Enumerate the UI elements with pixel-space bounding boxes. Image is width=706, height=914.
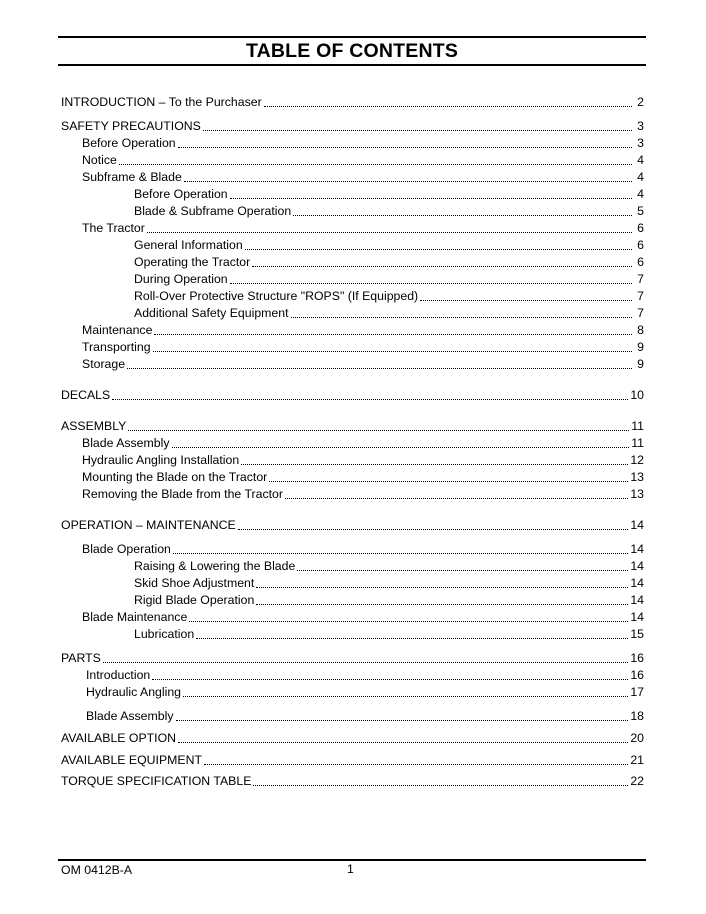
toc-leader: [238, 529, 629, 530]
toc-label: TORQUE SPECIFICATION TABLE: [61, 774, 252, 788]
toc-leader: [153, 351, 632, 352]
toc-label: During Operation: [134, 272, 228, 286]
toc-label: INTRODUCTION – To the Purchaser: [61, 95, 262, 109]
toc-leader: [252, 266, 632, 267]
toc-label: DECALS: [61, 388, 111, 402]
toc-label: Maintenance: [82, 323, 153, 337]
toc-label: Mounting the Blade on the Tractor: [82, 470, 268, 484]
toc-page: 9: [637, 357, 644, 371]
toc-page: 13: [630, 487, 644, 501]
toc-page: 22: [630, 774, 644, 788]
toc-leader: [147, 232, 632, 233]
toc-label: AVAILABLE OPTION: [61, 731, 177, 745]
toc-leader: [154, 334, 632, 335]
toc-leader: [204, 764, 628, 765]
toc-leader: [178, 742, 628, 743]
toc-label: Before Operation: [134, 187, 228, 201]
toc-page: 17: [630, 685, 644, 699]
toc-leader: [245, 249, 632, 250]
toc-label: Additional Safety Equipment: [134, 306, 289, 320]
toc-entry[interactable]: [0, 540, 644, 557]
toc-label: Hydraulic Angling: [86, 685, 182, 699]
toc-entry[interactable]: [0, 338, 644, 355]
toc-label: Before Operation: [82, 136, 176, 150]
toc-page: 4: [637, 170, 644, 184]
toc-label: Blade & Subframe Operation: [134, 204, 292, 218]
toc-entry[interactable]: [0, 574, 644, 591]
toc-leader: [241, 464, 628, 465]
toc-leader: [189, 621, 628, 622]
toc-page: 6: [637, 238, 644, 252]
toc-entry[interactable]: [0, 683, 644, 700]
toc-label: Rigid Blade Operation: [134, 593, 255, 607]
toc-entry[interactable]: [0, 321, 644, 338]
toc-page: 3: [637, 119, 644, 133]
toc-entry[interactable]: [0, 729, 644, 746]
toc-entry[interactable]: [0, 355, 644, 372]
toc-leader: [293, 215, 632, 216]
toc-label: Removing the Blade from the Tractor: [82, 487, 283, 501]
toc-entry[interactable]: [0, 417, 644, 434]
toc-page: 14: [630, 542, 644, 556]
toc-entry[interactable]: [0, 219, 644, 236]
toc-label: Transporting: [82, 340, 151, 354]
toc-leader: [103, 662, 628, 663]
toc-leader: [285, 498, 628, 499]
toc-entry[interactable]: [0, 707, 644, 724]
toc-entry[interactable]: [0, 253, 644, 270]
toc-page: 2: [637, 95, 644, 109]
toc-entry[interactable]: [0, 516, 644, 533]
toc-leader: [178, 147, 632, 148]
toc-entry[interactable]: [0, 649, 644, 666]
toc-leader: [203, 130, 632, 131]
toc-leader: [127, 368, 632, 369]
toc-entry[interactable]: [0, 151, 644, 168]
toc-entry[interactable]: [0, 451, 644, 468]
toc-leader: [291, 317, 633, 318]
toc-label: Notice: [82, 153, 117, 167]
toc-page: 14: [630, 610, 644, 624]
toc-label: AVAILABLE EQUIPMENT: [61, 753, 202, 767]
toc-label: General Information: [134, 238, 243, 252]
toc-leader: [183, 696, 628, 697]
toc-page: 6: [637, 255, 644, 269]
toc-page: 10: [630, 388, 644, 402]
toc-leader: [112, 399, 628, 400]
toc-entry[interactable]: [0, 117, 644, 134]
toc-page: 9: [637, 340, 644, 354]
toc-entry[interactable]: [0, 468, 644, 485]
toc-label: ASSEMBLY: [61, 419, 127, 433]
toc-entry[interactable]: [0, 270, 644, 287]
toc-page: 16: [630, 668, 644, 682]
footer-rule: [58, 859, 646, 861]
page-number: 1: [347, 862, 354, 876]
toc-leader: [256, 604, 628, 605]
toc-page: 6: [637, 221, 644, 235]
toc-label: The Tractor: [82, 221, 145, 235]
toc-page: 7: [637, 272, 644, 286]
toc-page: 7: [637, 306, 644, 320]
toc-entry[interactable]: [0, 287, 644, 304]
toc-label: Roll-Over Protective Structure "ROPS" (If Equipped): [134, 289, 419, 303]
toc-entry[interactable]: [0, 168, 644, 185]
toc-entry[interactable]: [0, 434, 644, 451]
toc-label: SAFETY PRECAUTIONS: [61, 119, 201, 133]
toc-page: 7: [637, 289, 644, 303]
toc-page: 14: [630, 518, 644, 532]
toc-page: 8: [637, 323, 644, 337]
toc-label: Introduction: [86, 668, 151, 682]
toc-leader: [119, 164, 632, 165]
toc-page: 5: [637, 204, 644, 218]
toc-entry[interactable]: [0, 202, 644, 219]
toc-page: 11: [631, 436, 644, 450]
toc-page: 18: [630, 709, 644, 723]
toc-entry[interactable]: [0, 236, 644, 253]
toc-entry[interactable]: [0, 751, 644, 768]
toc-entry[interactable]: [0, 591, 644, 608]
toc-entry[interactable]: [0, 93, 644, 110]
toc-label: Blade Maintenance: [82, 610, 188, 624]
toc-leader: [184, 181, 632, 182]
toc-page: 13: [630, 470, 644, 484]
toc-entry[interactable]: [0, 772, 644, 789]
toc-label: OPERATION – MAINTENANCE: [61, 518, 236, 532]
toc-leader: [269, 481, 628, 482]
toc-leader: [230, 198, 632, 199]
toc-page: 14: [630, 559, 644, 573]
toc-page: 14: [630, 576, 644, 590]
toc-leader: [420, 300, 632, 301]
toc-page: 12: [630, 453, 644, 467]
toc-label: Lubrication: [134, 627, 195, 641]
toc-leader: [196, 638, 628, 639]
page-title: TABLE OF CONTENTS: [245, 40, 459, 62]
toc-label: PARTS: [61, 651, 101, 665]
toc-page: 3: [637, 136, 644, 150]
toc-label: Blade Operation: [82, 542, 171, 556]
toc-label: Operating the Tractor: [134, 255, 251, 269]
toc-leader: [152, 679, 628, 680]
toc-leader: [230, 283, 632, 284]
toc-leader: [172, 447, 630, 448]
toc-page: 14: [630, 593, 644, 607]
toc-leader: [256, 587, 628, 588]
toc-label: Hydraulic Angling Installation: [82, 453, 240, 467]
toc-page: 15: [630, 627, 644, 641]
toc-label: Skid Shoe Adjustment: [134, 576, 255, 590]
toc-entry[interactable]: [0, 608, 644, 625]
toc-leader: [176, 720, 629, 721]
toc-page: 4: [637, 187, 644, 201]
toc-entry[interactable]: [0, 134, 644, 151]
toc-leader: [173, 553, 628, 554]
toc-leader: [264, 106, 632, 107]
toc-entry[interactable]: [0, 304, 644, 321]
toc-page: 21: [630, 753, 644, 767]
toc-page: 11: [631, 419, 644, 433]
toc-label: Subframe & Blade: [82, 170, 182, 184]
toc-label: Storage: [82, 357, 126, 371]
document-id: OM 0412B-A: [61, 863, 133, 877]
toc-page: 4: [637, 153, 644, 167]
toc-entry[interactable]: [0, 386, 644, 403]
toc-entry[interactable]: [0, 625, 644, 642]
toc-leader: [253, 785, 628, 786]
toc-entry[interactable]: [0, 185, 644, 202]
toc-page: 20: [630, 731, 644, 745]
toc-leader: [297, 570, 628, 571]
toc-label: Blade Assembly: [86, 709, 174, 723]
toc-entry[interactable]: [0, 666, 644, 683]
toc-label: Raising & Lowering the Blade: [134, 559, 296, 573]
toc-label: Blade Assembly: [82, 436, 170, 450]
toc-page: 16: [630, 651, 644, 665]
toc-entry[interactable]: [0, 557, 644, 574]
toc-leader: [128, 430, 629, 431]
toc-entry[interactable]: [0, 485, 644, 502]
